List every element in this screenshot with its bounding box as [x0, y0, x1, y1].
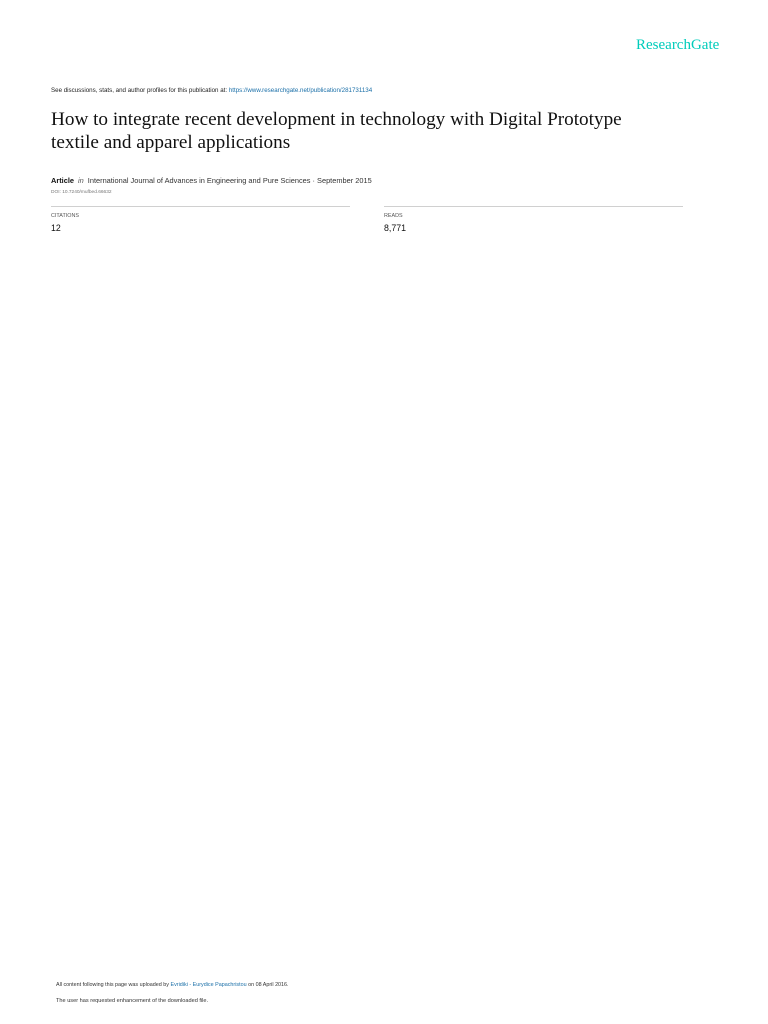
citations-count[interactable]: 12	[51, 223, 61, 233]
enhancement-notice: The user has requested enhancement of the downloaded file.	[56, 998, 209, 1004]
article-in: in	[78, 176, 84, 185]
upload-date: on 08 April 2016.	[246, 982, 289, 988]
article-doi: DOI: 10.7240/mufbed.66632	[51, 190, 112, 195]
publication-link[interactable]: https://www.researchgate.net/publication/281731134	[228, 87, 373, 94]
discussions-line	[51, 87, 372, 94]
upload-prefix: All content following this page was uploaded by	[56, 982, 171, 988]
discussions-text: See discussions, stats, and author profiles for this publication at:	[51, 87, 229, 94]
article-title-line-2: textile and apparel applications	[51, 132, 291, 153]
citations-divider	[51, 206, 350, 207]
article-title-line-1: How to integrate recent development in technology with Digital Prototype	[51, 109, 622, 130]
article-type: Article	[51, 176, 75, 185]
reads-divider	[384, 206, 683, 207]
article-meta	[51, 176, 372, 185]
uploader-link[interactable]: Evridiki - Eurydice Papachristou	[170, 982, 247, 988]
upload-notice	[56, 982, 289, 988]
journal-venue: International Journal of Advances in Engineering and Pure Sciences · September 2015	[87, 176, 372, 185]
researchgate-logo[interactable]: ResearchGate	[636, 37, 720, 53]
reads-count: 8,771	[384, 223, 407, 233]
article-title	[51, 108, 731, 154]
reads-label: READS	[384, 213, 403, 219]
citations-label: CITATIONS	[51, 213, 79, 219]
